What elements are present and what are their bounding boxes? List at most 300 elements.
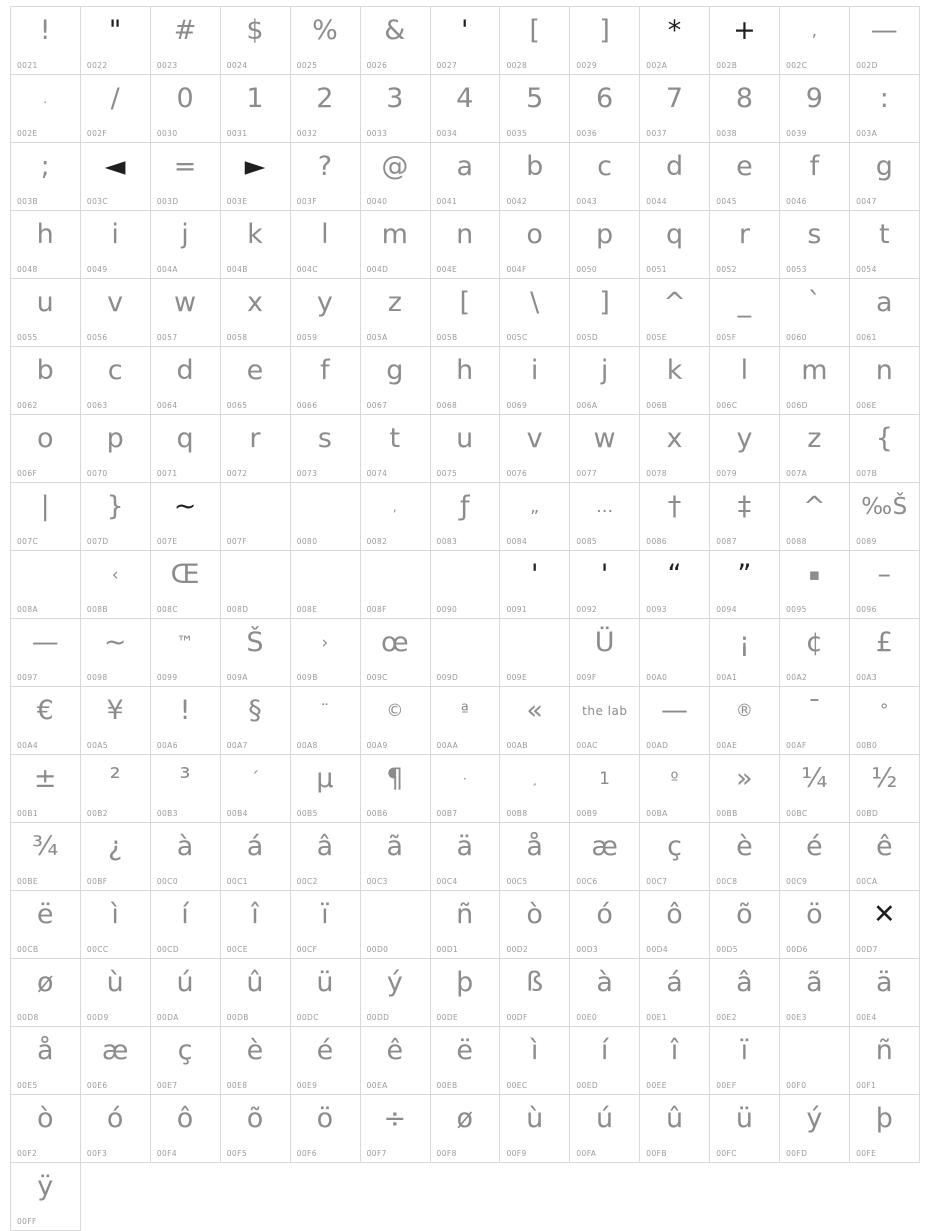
glyph-codepoint: 005C: [506, 333, 528, 342]
glyph-cell[interactable]: [361, 279, 431, 347]
glyph-cell[interactable]: [570, 755, 640, 823]
glyph-codepoint: 005E: [646, 333, 667, 342]
glyph-character: ý: [386, 967, 404, 998]
glyph-cell[interactable]: [570, 619, 640, 687]
glyph-cell[interactable]: [780, 959, 850, 1027]
glyph-codepoint: 00FB: [646, 1149, 667, 1158]
glyph-cell[interactable]: [81, 891, 151, 959]
glyph-cell[interactable]: [431, 891, 501, 959]
glyph-cell[interactable]: [640, 143, 710, 211]
glyph-cell[interactable]: [640, 483, 710, 551]
glyph-cell[interactable]: [500, 211, 570, 279]
glyph-codepoint: 00B8: [506, 809, 528, 818]
glyph-cell[interactable]: [361, 619, 431, 687]
glyph-character: ë: [36, 899, 55, 930]
glyph-codepoint: 004F: [506, 265, 527, 274]
glyph-cell[interactable]: [640, 279, 710, 347]
glyph-codepoint: 0028: [506, 61, 528, 70]
glyph-codepoint: 0092: [576, 605, 598, 614]
glyph-cell[interactable]: [780, 483, 850, 551]
glyph-character: ô: [176, 1103, 194, 1134]
glyph-cell[interactable]: [361, 687, 431, 755]
glyph-cell[interactable]: [431, 959, 501, 1027]
glyph-cell[interactable]: [780, 211, 850, 279]
glyph-cell[interactable]: [11, 619, 81, 687]
glyph-cell[interactable]: [640, 211, 710, 279]
glyph-cell[interactable]: [11, 143, 81, 211]
glyph-cell[interactable]: [780, 415, 850, 483]
glyph-cell[interactable]: [640, 755, 710, 823]
glyph-codepoint: 0076: [506, 469, 528, 478]
glyph-cell[interactable]: [81, 211, 151, 279]
glyph-character: d: [665, 151, 684, 182]
glyph-codepoint: 0027: [436, 61, 458, 70]
glyph-cell[interactable]: [431, 415, 501, 483]
glyph-character: ►: [244, 151, 266, 182]
glyph-cell[interactable]: [710, 347, 780, 415]
glyph-cell[interactable]: [431, 687, 501, 755]
glyph-cell[interactable]: [361, 959, 431, 1027]
glyph-cell[interactable]: [710, 891, 780, 959]
glyph-cell[interactable]: [151, 347, 221, 415]
glyph-codepoint: 00A7: [226, 741, 248, 750]
glyph-codepoint: 0046: [786, 197, 807, 206]
glyph-cell[interactable]: [361, 755, 431, 823]
glyph-cell[interactable]: [710, 823, 780, 891]
glyph-cell[interactable]: [81, 75, 151, 143]
glyph-cell[interactable]: [431, 347, 501, 415]
glyph-codepoint: 005A: [366, 333, 388, 342]
glyph-cell[interactable]: [361, 1027, 431, 1095]
glyph-cell[interactable]: [431, 7, 501, 75]
glyph-cell[interactable]: [710, 959, 780, 1027]
glyph-codepoint: 0059: [296, 333, 318, 342]
glyph-cell[interactable]: [780, 619, 850, 687]
glyph-cell[interactable]: [11, 687, 81, 755]
glyph-cell[interactable]: [291, 7, 361, 75]
glyph-cell[interactable]: [151, 687, 221, 755]
glyph-character: ò: [526, 899, 544, 930]
glyph-cell[interactable]: [291, 755, 361, 823]
glyph-cell[interactable]: [570, 959, 640, 1027]
glyph-cell[interactable]: [81, 551, 151, 619]
glyph-cell[interactable]: [850, 7, 920, 75]
glyph-cell[interactable]: [570, 279, 640, 347]
glyph-cell[interactable]: [710, 551, 780, 619]
glyph-cell[interactable]: [361, 483, 431, 551]
glyph-cell[interactable]: [431, 279, 501, 347]
glyph-cell[interactable]: [151, 619, 221, 687]
glyph-character: m: [381, 219, 409, 250]
glyph-cell[interactable]: [780, 755, 850, 823]
glyph-character: ': [461, 15, 469, 46]
glyph-codepoint: 006A: [576, 401, 598, 410]
glyph-cell[interactable]: [221, 551, 291, 619]
glyph-cell[interactable]: [431, 483, 501, 551]
glyph-cell[interactable]: [151, 1027, 221, 1095]
glyph-cell[interactable]: [221, 1095, 291, 1163]
glyph-character: µ: [316, 763, 334, 794]
glyph-cell[interactable]: [151, 551, 221, 619]
glyph-cell[interactable]: [291, 823, 361, 891]
glyph-cell[interactable]: [11, 347, 81, 415]
glyph-cell[interactable]: [361, 415, 431, 483]
glyph-cell[interactable]: [640, 1095, 710, 1163]
glyph-cell[interactable]: [570, 823, 640, 891]
glyph-cell[interactable]: [570, 891, 640, 959]
glyph-cell[interactable]: [850, 279, 920, 347]
glyph-cell[interactable]: [221, 483, 291, 551]
glyph-character: ü: [735, 1103, 754, 1134]
glyph-cell[interactable]: [500, 75, 570, 143]
glyph-cell[interactable]: [151, 823, 221, 891]
glyph-cell[interactable]: [221, 891, 291, 959]
glyph-cell[interactable]: [221, 1027, 291, 1095]
glyph-codepoint: 00F6: [296, 1149, 317, 1158]
glyph-cell[interactable]: [221, 7, 291, 75]
glyph-cell[interactable]: [361, 347, 431, 415]
glyph-character: €: [36, 695, 55, 726]
glyph-cell[interactable]: [640, 347, 710, 415]
glyph-cell[interactable]: [850, 75, 920, 143]
glyph-character: [11, 553, 80, 597]
glyph-character: [780, 1029, 849, 1073]
glyph-character: Š: [246, 627, 265, 658]
glyph-cell[interactable]: [570, 347, 640, 415]
glyph-cell[interactable]: [710, 415, 780, 483]
glyph-cell[interactable]: [81, 279, 151, 347]
glyph-cell[interactable]: [431, 551, 501, 619]
glyph-character: æ: [591, 831, 619, 862]
glyph-cell[interactable]: [151, 1095, 221, 1163]
glyph-cell[interactable]: [570, 415, 640, 483]
glyph-cell[interactable]: [81, 755, 151, 823]
glyph-cell[interactable]: [431, 755, 501, 823]
glyph-codepoint: 0093: [646, 605, 667, 614]
glyph-character: q: [176, 423, 195, 454]
glyph-cell[interactable]: [11, 1027, 81, 1095]
glyph-cell[interactable]: [291, 619, 361, 687]
glyph-cell[interactable]: [291, 483, 361, 551]
glyph-cell[interactable]: [780, 75, 850, 143]
glyph-cell[interactable]: [11, 415, 81, 483]
glyph-cell[interactable]: [570, 211, 640, 279]
glyph-cell[interactable]: [361, 1095, 431, 1163]
glyph-cell[interactable]: [780, 823, 850, 891]
glyph-codepoint: 00B4: [226, 809, 248, 818]
glyph-codepoint: 00B1: [17, 809, 39, 818]
glyph-character: %: [312, 15, 339, 46]
glyph-cell[interactable]: [850, 143, 920, 211]
glyph-codepoint: 0085: [576, 537, 598, 546]
glyph-cell[interactable]: [640, 891, 710, 959]
glyph-codepoint: 009C: [366, 673, 388, 682]
glyph-cell[interactable]: [850, 619, 920, 687]
glyph-cell[interactable]: [710, 755, 780, 823]
glyph-character: ´: [250, 769, 260, 789]
glyph-cell[interactable]: [500, 959, 570, 1027]
glyph-cell[interactable]: [850, 823, 920, 891]
glyph-cell[interactable]: [81, 619, 151, 687]
glyph-cell[interactable]: [570, 483, 640, 551]
glyph-cell[interactable]: [221, 143, 291, 211]
glyph-cell[interactable]: [640, 619, 710, 687]
glyph-cell[interactable]: [81, 483, 151, 551]
glyph-character: i: [530, 355, 539, 386]
glyph-cell[interactable]: [500, 7, 570, 75]
glyph-codepoint: 00A2: [786, 673, 808, 682]
glyph-cell[interactable]: [361, 823, 431, 891]
glyph-cell[interactable]: [850, 415, 920, 483]
glyph-cell[interactable]: [11, 211, 81, 279]
glyph-cell[interactable]: [81, 415, 151, 483]
glyph-cell[interactable]: [780, 279, 850, 347]
glyph-cell[interactable]: [221, 211, 291, 279]
glyph-cell[interactable]: [500, 279, 570, 347]
glyph-cell[interactable]: [570, 687, 640, 755]
glyph-cell[interactable]: [640, 75, 710, 143]
glyph-cell[interactable]: [431, 143, 501, 211]
glyph-character: x: [246, 287, 264, 318]
glyph-codepoint: 00F7: [366, 1149, 387, 1158]
glyph-cell[interactable]: [500, 551, 570, 619]
glyph-cell[interactable]: [11, 755, 81, 823]
glyph-cell[interactable]: [850, 483, 920, 551]
glyph-cell[interactable]: [291, 211, 361, 279]
glyph-cell[interactable]: [151, 959, 221, 1027]
glyph-cell[interactable]: [640, 823, 710, 891]
glyph-character: c: [597, 151, 613, 182]
glyph-cell[interactable]: [221, 75, 291, 143]
glyph-cell[interactable]: [11, 959, 81, 1027]
glyph-cell[interactable]: [500, 619, 570, 687]
glyph-cell[interactable]: [291, 143, 361, 211]
glyph-character: {: [875, 423, 894, 454]
glyph-cell[interactable]: [850, 755, 920, 823]
glyph-codepoint: 00A8: [296, 741, 318, 750]
glyph-cell[interactable]: [710, 1095, 780, 1163]
glyph-cell[interactable]: [500, 823, 570, 891]
glyph-codepoint: 00E5: [17, 1081, 38, 1090]
glyph-cell[interactable]: [11, 891, 81, 959]
glyph-cell[interactable]: [81, 1095, 151, 1163]
glyph-cell[interactable]: [291, 75, 361, 143]
glyph-character: ¸: [531, 772, 539, 786]
glyph-cell[interactable]: [11, 7, 81, 75]
glyph-cell[interactable]: [570, 143, 640, 211]
glyph-codepoint: 00C6: [576, 877, 598, 886]
glyph-character: l: [740, 355, 749, 386]
glyph-cell[interactable]: [221, 619, 291, 687]
glyph-cell[interactable]: [710, 619, 780, 687]
glyph-cell[interactable]: [221, 959, 291, 1027]
glyph-character: »: [736, 763, 754, 794]
glyph-cell[interactable]: [291, 415, 361, 483]
glyph-cell[interactable]: [291, 891, 361, 959]
glyph-cell[interactable]: [291, 1095, 361, 1163]
glyph-cell[interactable]: [500, 143, 570, 211]
glyph-cell[interactable]: [221, 823, 291, 891]
glyph-cell[interactable]: [11, 1163, 81, 1231]
glyph-codepoint: 003F: [296, 197, 317, 206]
glyph-codepoint: 00FA: [576, 1149, 597, 1158]
glyph-cell[interactable]: [151, 7, 221, 75]
glyph-cell[interactable]: [151, 143, 221, 211]
glyph-cell[interactable]: [431, 619, 501, 687]
glyph-character: ú: [176, 967, 195, 998]
glyph-cell[interactable]: [640, 687, 710, 755]
glyph-cell[interactable]: [11, 75, 81, 143]
glyph-cell[interactable]: [500, 687, 570, 755]
glyph-codepoint: 00EF: [716, 1081, 737, 1090]
glyph-cell[interactable]: [81, 823, 151, 891]
glyph-cell[interactable]: [500, 1095, 570, 1163]
glyph-cell[interactable]: [151, 415, 221, 483]
glyph-cell[interactable]: [850, 891, 920, 959]
glyph-cell[interactable]: [81, 143, 151, 211]
glyph-cell[interactable]: [780, 1095, 850, 1163]
glyph-cell[interactable]: [710, 483, 780, 551]
glyph-cell[interactable]: [151, 755, 221, 823]
glyph-cell[interactable]: [640, 415, 710, 483]
glyph-cell[interactable]: [570, 75, 640, 143]
glyph-character: 9: [805, 83, 824, 114]
glyph-cell[interactable]: [710, 1027, 780, 1095]
glyph-cell[interactable]: [291, 279, 361, 347]
glyph-cell[interactable]: [570, 1095, 640, 1163]
glyph-cell[interactable]: [361, 211, 431, 279]
glyph-cell[interactable]: [850, 551, 920, 619]
glyph-codepoint: 00BF: [86, 877, 108, 886]
glyph-cell[interactable]: [850, 1095, 920, 1163]
glyph-character: 7: [665, 83, 684, 114]
glyph-cell[interactable]: [361, 75, 431, 143]
glyph-cell[interactable]: [780, 551, 850, 619]
glyph-cell[interactable]: [361, 7, 431, 75]
glyph-cell[interactable]: [151, 279, 221, 347]
glyph-cell[interactable]: [151, 75, 221, 143]
glyph-cell[interactable]: [710, 143, 780, 211]
glyph-cell[interactable]: [431, 1095, 501, 1163]
glyph-cell[interactable]: [81, 1027, 151, 1095]
glyph-cell[interactable]: [570, 1027, 640, 1095]
glyph-cell[interactable]: [780, 7, 850, 75]
glyph-codepoint: 0067: [366, 401, 388, 410]
glyph-cell[interactable]: [221, 279, 291, 347]
glyph-cell[interactable]: [361, 143, 431, 211]
glyph-cell[interactable]: [780, 891, 850, 959]
glyph-cell[interactable]: [500, 1027, 570, 1095]
glyph-cell[interactable]: [500, 755, 570, 823]
glyph-cell[interactable]: [81, 959, 151, 1027]
glyph-character: å: [36, 1035, 54, 1066]
glyph-cell[interactable]: [151, 483, 221, 551]
glyph-codepoint: 00EA: [366, 1081, 388, 1090]
glyph-cell[interactable]: [850, 347, 920, 415]
glyph-cell[interactable]: [850, 687, 920, 755]
glyph-cell[interactable]: [431, 823, 501, 891]
glyph-character: é: [806, 831, 824, 862]
glyph-cell[interactable]: [81, 347, 151, 415]
glyph-cell[interactable]: [81, 687, 151, 755]
glyph-cell[interactable]: [500, 347, 570, 415]
glyph-codepoint: 003E: [226, 197, 248, 206]
glyph-character: [221, 553, 290, 597]
glyph-cell[interactable]: [710, 687, 780, 755]
glyph-cell[interactable]: [640, 551, 710, 619]
glyph-cell[interactable]: [291, 347, 361, 415]
glyph-cell[interactable]: [780, 1027, 850, 1095]
glyph-cell[interactable]: [11, 1095, 81, 1163]
glyph-cell[interactable]: [431, 1027, 501, 1095]
glyph-cell[interactable]: [570, 551, 640, 619]
glyph-cell[interactable]: [500, 483, 570, 551]
glyph-codepoint: 00B0: [856, 741, 878, 750]
glyph-cell[interactable]: [710, 7, 780, 75]
glyph-cell[interactable]: [640, 959, 710, 1027]
glyph-cell[interactable]: [361, 891, 431, 959]
glyph-cell[interactable]: [570, 7, 640, 75]
glyph-cell[interactable]: [710, 279, 780, 347]
glyph-cell[interactable]: [710, 211, 780, 279]
glyph-cell[interactable]: [850, 959, 920, 1027]
glyph-cell[interactable]: [11, 279, 81, 347]
glyph-cell[interactable]: [291, 959, 361, 1027]
glyph-character: ë: [456, 1035, 474, 1066]
glyph-cell[interactable]: [291, 1027, 361, 1095]
glyph-codepoint: 003D: [156, 197, 179, 206]
glyph-cell[interactable]: [780, 687, 850, 755]
glyph-codepoint: 00C2: [296, 877, 318, 886]
glyph-cell[interactable]: [81, 7, 151, 75]
glyph-codepoint: 00F8: [436, 1149, 457, 1158]
glyph-cell[interactable]: [291, 551, 361, 619]
glyph-cell[interactable]: [221, 755, 291, 823]
glyph-cell[interactable]: [291, 687, 361, 755]
glyph-cell[interactable]: [780, 143, 850, 211]
glyph-cell[interactable]: [640, 1027, 710, 1095]
glyph-cell[interactable]: [11, 823, 81, 891]
glyph-character: t: [389, 423, 401, 454]
glyph-cell[interactable]: [221, 687, 291, 755]
glyph-cell[interactable]: [221, 415, 291, 483]
glyph-cell[interactable]: [640, 7, 710, 75]
glyph-cell[interactable]: [500, 415, 570, 483]
glyph-cell[interactable]: [11, 483, 81, 551]
glyph-codepoint: 00A3: [856, 673, 878, 682]
glyph-codepoint: 0062: [17, 401, 38, 410]
glyph-cell[interactable]: [500, 891, 570, 959]
glyph-cell[interactable]: [361, 551, 431, 619]
glyph-cell[interactable]: [11, 551, 81, 619]
glyph-cell[interactable]: [221, 347, 291, 415]
glyph-cell[interactable]: [850, 1027, 920, 1095]
glyph-cell[interactable]: [431, 211, 501, 279]
glyph-codepoint: 0048: [17, 265, 38, 274]
glyph-cell[interactable]: [850, 211, 920, 279]
glyph-cell[interactable]: [780, 347, 850, 415]
glyph-codepoint: 002E: [17, 129, 38, 138]
glyph-character: [431, 621, 500, 665]
glyph-codepoint: 00DC: [296, 1013, 319, 1022]
glyph-character: Ü: [594, 627, 615, 658]
glyph-character: p: [106, 423, 125, 454]
glyph-character: ñ: [456, 899, 474, 930]
glyph-cell[interactable]: [151, 211, 221, 279]
glyph-cell[interactable]: [431, 75, 501, 143]
glyph-cell[interactable]: [151, 891, 221, 959]
glyph-cell[interactable]: [710, 75, 780, 143]
